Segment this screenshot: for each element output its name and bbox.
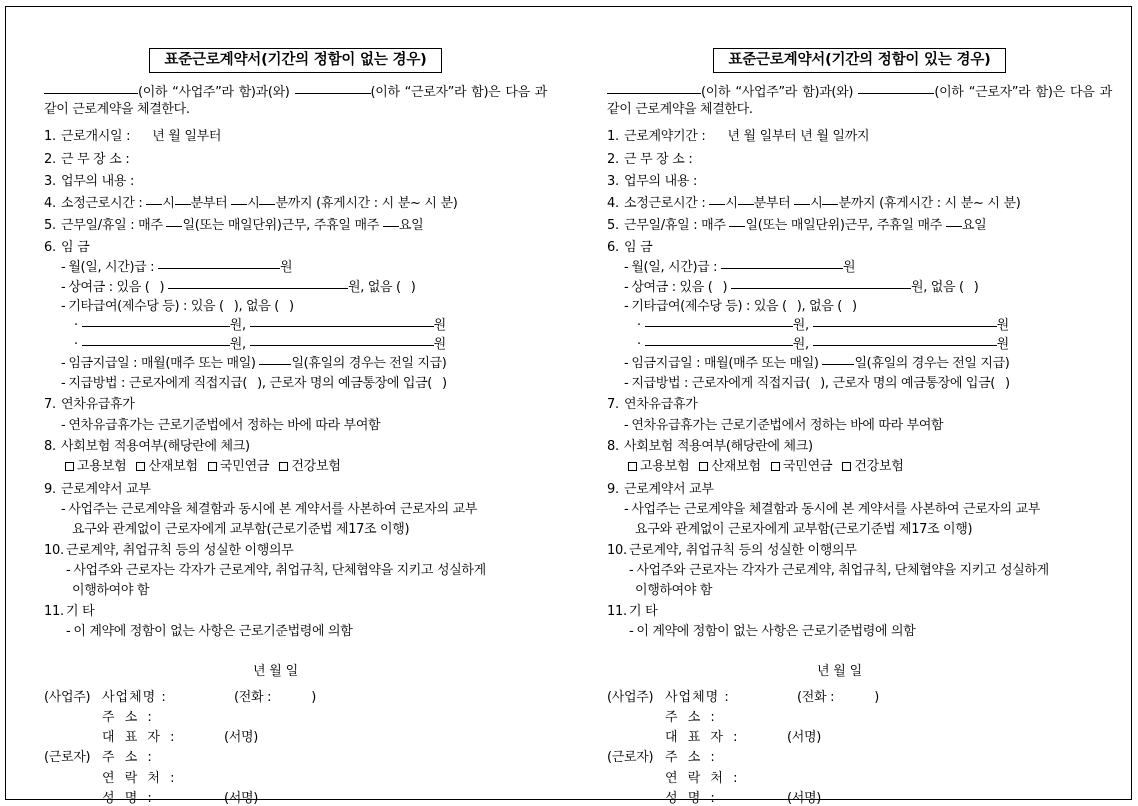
left-checkbox-label-0: 고용보험 (77, 459, 127, 475)
left-clause-3-number: 3. (44, 173, 56, 189)
right-c6-3-end: ) (851, 299, 857, 315)
right-intro-a: (이하 “사업주”라 함)과(와) (701, 85, 854, 101)
right-checkbox-item-0[interactable] (628, 459, 689, 474)
right-clause-10-sub-2: 이행하여야 함 (635, 582, 713, 598)
right-clause-7-number: 7. (607, 397, 619, 413)
left-clause-9 (44, 480, 547, 539)
left-clause-9-sub-2: 요구와 관계없이 근로자에게 교부함(근로기준법 제17조 이행) (72, 521, 410, 537)
left-clause-2-label: 근 무 장 소 : (61, 151, 130, 167)
right-c6-4-end: 일(휴일의 경우는 전일 지급) (854, 356, 1010, 372)
checkbox-icon[interactable] (65, 462, 74, 471)
right-c10-sub-1-text: 사업주와 근로자는 각자가 근로계약, 취업규칙, 단체협약을 지키고 성실하게 (636, 563, 1049, 579)
left-clause-11-sub (66, 622, 547, 642)
left-c6-2-unit: 원, 없음 ( (348, 279, 401, 295)
left-clause-9-label: 근로계약서 교부 (61, 482, 151, 498)
left-employer-phone-close: ) (311, 689, 316, 705)
right-clause-11-label: 기 타 (629, 604, 658, 620)
right-worker-party-label: (근로자) (607, 750, 654, 766)
dash-marker: - (629, 563, 634, 579)
left-end-hour-blank[interactable] (231, 204, 247, 205)
right-clause-7-sub (624, 416, 1112, 436)
left-clause-1-value: 년 월 일부터 (152, 129, 222, 145)
right-c6-5-label: 지급방법 : 근로자에게 직접지급( (631, 375, 811, 391)
right-clause-4-number: 4. (607, 195, 619, 211)
left-other-pay-amount-2[interactable] (250, 345, 434, 346)
left-wage-bonus (61, 278, 547, 298)
left-wage-other-row-2 (74, 336, 547, 355)
dash-marker: - (624, 375, 629, 391)
right-c6-3-label: 기타급여(제수당 등) : 있음 ( (631, 299, 787, 315)
left-title-wrap (44, 48, 547, 73)
left-clause-5-number: 5. (44, 218, 56, 233)
dash-marker: - (61, 502, 66, 518)
right-clause-11 (607, 602, 1112, 642)
right-worker-name-row (607, 789, 1112, 806)
checkbox-icon[interactable] (279, 462, 288, 471)
left-employer-blank[interactable] (44, 93, 138, 94)
right-intro-b: (이하 “근로자”라 함)은 다음 (934, 85, 1095, 101)
right-worker-address-row (607, 748, 1112, 768)
right-payday-blank[interactable] (822, 364, 854, 365)
dash-marker: - (61, 375, 66, 391)
right-clause-1 (607, 127, 1112, 147)
left-clause-7-label: 연차유급휴가 (61, 397, 135, 413)
right-wage-method (624, 374, 1112, 394)
right-intro-c: 과 같이 근로계약을 체결한다. (607, 85, 1112, 118)
left-clause-4-number: 4. (44, 195, 56, 211)
left-money-dot-2: · (74, 336, 78, 352)
left-worker-signature-mark: (서명) (224, 790, 259, 806)
right-date-text: 년 월 일 (817, 663, 862, 679)
left-c6-3-mid: ), 없음 ( (233, 299, 279, 315)
right-c7-sub-text: 연차유급휴가는 근로기준법에서 정하는 바에 따라 부여함 (631, 417, 944, 433)
right-money-dot-2: · (637, 336, 641, 352)
left-clause-11-label: 기 타 (66, 604, 95, 620)
right-c6-3-mid: ), 없음 ( (796, 299, 842, 315)
dash-marker: - (61, 279, 66, 295)
right-employer-blank[interactable] (607, 93, 701, 94)
right-clause-3 (607, 172, 1112, 192)
left-wage-other (61, 297, 547, 317)
left-c4-t1: 시 (162, 195, 175, 211)
right-c6-2-unit: 원, 없음 ( (911, 279, 964, 295)
right-end-minute-blank[interactable] (822, 204, 838, 205)
right-weekly-holiday-blank[interactable] (946, 226, 962, 227)
left-c5-mid: 일(또는 매일단위)근무, 주휴일 매주 (182, 218, 379, 233)
left-other-pay-name-2[interactable] (82, 345, 230, 346)
right-c4-t1: 시 (725, 195, 738, 211)
right-clause-6-label: 임 금 (624, 240, 653, 256)
left-intro-b: (이하 “근로자”라 함)은 다음 (370, 85, 530, 101)
left-worker-contact-row (44, 769, 547, 789)
checkbox-icon[interactable] (136, 462, 145, 471)
right-worker-contact-label: 연 락 처 : (665, 770, 741, 786)
left-intro-a: (이하 “사업주”라 함)과(와) (138, 85, 290, 101)
left-end-minute-blank[interactable] (259, 204, 275, 205)
right-c6-4-label: 임금지급일 : 매월(매주 또는 매일) (631, 356, 819, 372)
right-other-pay-amount-2[interactable] (813, 345, 997, 346)
right-clause-8 (607, 437, 1112, 478)
right-checkbox-label-2: 국민연금 (782, 459, 833, 475)
left-c11-sub-text: 이 계약에 정함이 없는 사항은 근로기준법령에 의함 (73, 624, 353, 640)
left-clause-1-label: 근로개시일 : (61, 129, 131, 145)
right-clause-8-label: 사회보험 적용여부(해당란에 체크) (624, 439, 813, 455)
left-clause-4-label: 소정근로시간 : (61, 195, 143, 211)
left-checkbox-item-0[interactable] (65, 459, 126, 474)
left-c10-sub-1-text: 사업주와 근로자는 각자가 근로계약, 취업규칙, 단체협약을 지키고 성실하게 (73, 563, 486, 579)
right-clause-5 (607, 216, 1112, 236)
right-employer-company-row (607, 688, 1112, 708)
left-wage-method (61, 374, 547, 394)
left-clause-10-sub-1 (66, 561, 547, 581)
right-title-wrap (607, 48, 1112, 73)
left-checkbox-label-1: 산재보험 (148, 459, 198, 475)
right-clause-10-sub-1 (629, 561, 1112, 581)
left-clause-9-number: 9. (44, 482, 56, 498)
right-wage-other (624, 297, 1112, 317)
left-clause-6 (44, 238, 547, 393)
right-intro-paragraph (607, 84, 1112, 118)
right-c4-t2: 분부터 (753, 195, 791, 211)
left-c6-5-mid: ), 근로자 명의 예금통장에 입금( (257, 375, 433, 391)
left-intro-c: 과 같이 근로계약을 체결한다. (44, 85, 547, 118)
right-money-unit-b-2: 원 (996, 336, 1009, 352)
right-checkbox-item-1[interactable] (699, 459, 760, 474)
right-clause-2-label: 근 무 장 소 : (624, 151, 693, 167)
checkbox-icon[interactable] (842, 462, 851, 471)
right-clause-1-value: 년 월 일부터 년 월 일까지 (727, 129, 870, 145)
left-c6-5-end: ) (442, 375, 447, 391)
left-employer-address-label: 주 소 : (102, 710, 155, 726)
left-intro-paragraph (44, 84, 547, 118)
left-signature-date-line (44, 660, 547, 679)
right-employer-signature-mark: (서명) (787, 730, 822, 746)
right-clause-9 (607, 480, 1112, 539)
right-checkbox-label-3: 건강보험 (854, 459, 904, 475)
left-clause-11 (44, 602, 547, 642)
right-clause-5-label: 근무일/휴일 : 매주 (624, 218, 726, 233)
right-clause-4 (607, 194, 1112, 214)
left-employer-company-row (44, 688, 547, 708)
left-clause-2 (44, 150, 547, 170)
right-clause-9-number: 9. (607, 482, 619, 498)
right-other-pay-name-2[interactable] (645, 345, 793, 346)
right-clause-11-sub (629, 622, 1112, 642)
left-checkbox-label-2: 국민연금 (219, 459, 270, 475)
right-clause-9-sub-1 (624, 500, 1112, 520)
right-checkbox-label-0: 고용보험 (640, 459, 690, 475)
right-other-pay-amount-1[interactable] (813, 326, 997, 327)
right-start-minute-blank[interactable] (738, 204, 754, 205)
right-clause-4-label: 소정근로시간 : (624, 195, 706, 211)
right-money-unit-b-1: 원 (996, 317, 1009, 333)
right-clause-6 (607, 238, 1112, 393)
dash-marker: - (61, 299, 66, 315)
left-c6-4-end: 일(휴일의 경우는 전일 지급) (291, 356, 447, 372)
right-clause-10-label: 근로계약, 취업규칙 등의 성실한 이행의무 (629, 543, 857, 559)
right-start-hour-blank[interactable] (709, 204, 725, 205)
right-clause-6-number: 6. (607, 240, 619, 256)
dash-marker: - (624, 299, 629, 315)
left-clause-5 (44, 216, 547, 236)
right-wage-other-row-1 (637, 317, 1112, 336)
checkbox-icon[interactable] (628, 462, 637, 471)
left-workdays-blank[interactable] (166, 226, 182, 227)
left-c9-sub-1-text: 사업주는 근로계약을 체결함과 동시에 본 계약서를 사본하여 근로자의 교부 (68, 502, 478, 518)
right-employer-rep-row (607, 728, 1112, 748)
left-worker-address-label: 주 소 : (102, 750, 155, 766)
right-clause-7-label: 연차유급휴가 (624, 397, 698, 413)
left-worker-name-label: 성 명 : (102, 790, 155, 806)
left-employer-company-label: 사업체명 : (102, 689, 167, 705)
checkbox-icon[interactable] (699, 462, 708, 471)
right-c4-t3: 시 (810, 195, 823, 211)
checkbox-icon[interactable] (208, 462, 217, 471)
dash-marker: - (624, 356, 629, 372)
left-worker-party-label: (근로자) (44, 750, 91, 766)
right-employer-party-label: (사업주) (607, 689, 654, 705)
right-workdays-blank[interactable] (729, 226, 745, 227)
right-employer-rep-label: 대 표 자 : (665, 730, 741, 746)
left-employer-rep-label: 대 표 자 : (102, 730, 178, 746)
right-signature-block (607, 688, 1112, 806)
right-clause-11-number: 11. (607, 604, 627, 620)
left-c6-2-label: 상여금 : 있음 ( (68, 279, 150, 295)
dash-marker: - (624, 502, 629, 518)
left-c6-5-label: 지급방법 : 근로자에게 직접지급( (68, 375, 248, 391)
dash-marker: - (66, 624, 71, 640)
left-date-text: 년 월 일 (253, 663, 298, 679)
contract-right-fixed-term (569, 0, 1138, 806)
left-clause-11-number: 11. (44, 604, 64, 620)
left-c4-t3: 시 (247, 195, 260, 211)
left-clause-6-number: 6. (44, 240, 56, 256)
left-c7-sub-text: 연차유급휴가는 근로기준법에서 정하는 바에 따라 부여함 (68, 417, 381, 433)
left-clause-8-number: 8. (44, 439, 56, 455)
left-clause-10 (44, 541, 547, 600)
right-c6-5-end: ) (1005, 375, 1010, 391)
right-end-hour-blank[interactable] (794, 204, 810, 205)
dash-marker: - (624, 417, 629, 433)
left-checkbox-item-2[interactable] (208, 459, 269, 474)
dash-marker: - (66, 563, 71, 579)
right-checkbox-item-3[interactable] (842, 459, 903, 474)
right-clause-10 (607, 541, 1112, 600)
left-employer-rep-row (44, 728, 547, 748)
left-clause-8 (44, 437, 547, 478)
left-bonus-amount-blank[interactable] (168, 288, 348, 289)
left-checkbox-item-1[interactable] (136, 459, 197, 474)
left-employer-address-row (44, 708, 547, 728)
left-c4-t2: 분부터 (190, 195, 228, 211)
dash-marker: - (61, 356, 66, 372)
dash-marker: - (624, 279, 629, 295)
left-clause-7-sub (61, 416, 547, 436)
left-clause-5-label: 근무일/휴일 : 매주 (61, 218, 163, 233)
right-checkbox-item-2[interactable] (771, 459, 832, 474)
right-employer-phone-label: (전화 : (797, 689, 835, 705)
right-clause-3-number: 3. (607, 173, 619, 189)
right-wage-amount-blank[interactable] (721, 268, 843, 269)
left-worker-address-row (44, 748, 547, 768)
left-clause-10-number: 10. (44, 543, 64, 559)
right-c6-2-end: ) (973, 279, 979, 295)
right-clause-8-number: 8. (607, 439, 619, 455)
right-c11-sub-text: 이 계약에 정함이 없는 사항은 근로기준법령에 의함 (636, 624, 916, 640)
left-document-title: 표준근로계약서(기간의 정함이 없는 경우) (149, 48, 441, 73)
left-weekly-holiday-blank[interactable] (383, 226, 399, 227)
right-insurance-checkbox-row (628, 457, 1112, 478)
left-clause-3 (44, 172, 547, 192)
left-clause-7 (44, 395, 547, 435)
right-wage-payday (624, 354, 1112, 374)
left-c6-2-end: ) (410, 279, 416, 295)
left-wage-other-row-1 (74, 317, 547, 336)
right-c4-t4: 분까지 (휴게시간 : 시 분~ 시 분) (838, 195, 1021, 211)
left-payday-blank[interactable] (259, 364, 291, 365)
left-clause-3-label: 업무의 내용 : (61, 173, 135, 189)
dash-marker: - (624, 260, 629, 276)
left-clause-2-number: 2. (44, 151, 56, 167)
left-money-dot-1: · (74, 317, 78, 333)
right-wage-monthly (624, 258, 1112, 278)
left-worker-blank[interactable] (295, 93, 371, 94)
right-clause-1-label: 근로계약기간 : (624, 129, 706, 145)
right-clause-list (607, 127, 1112, 642)
left-c6-3-end: ) (288, 299, 294, 315)
right-employer-address-label: 주 소 : (665, 710, 718, 726)
left-clause-list (44, 127, 547, 642)
right-wage-bonus (624, 278, 1112, 298)
dash-marker: - (629, 624, 634, 640)
left-c6-1-label: 월(일, 시간)급 : (68, 260, 155, 276)
right-c5-end: 요일 (961, 218, 987, 233)
left-employer-party-label: (사업주) (44, 689, 91, 705)
left-wage-payday (61, 354, 547, 374)
right-bonus-amount-blank[interactable] (731, 288, 911, 289)
right-employer-address-row (607, 708, 1112, 728)
left-wage-amount-blank[interactable] (158, 268, 280, 269)
left-start-minute-blank[interactable] (175, 204, 191, 205)
right-clause-3-label: 업무의 내용 : (624, 173, 698, 189)
right-worker-address-label: 주 소 : (665, 750, 718, 766)
right-clause-2-number: 2. (607, 151, 619, 167)
left-money-unit-a-2: 원, (229, 336, 246, 352)
left-clause-4 (44, 194, 547, 214)
right-clause-7 (607, 395, 1112, 435)
left-c6-1-unit: 원 (280, 260, 293, 276)
right-c6-2-mid: ) (722, 279, 728, 295)
right-document-title: 표준근로계약서(기간의 정함이 있는 경우) (713, 48, 1005, 73)
dash-marker: - (61, 417, 66, 433)
left-money-unit-b-2: 원 (433, 336, 446, 352)
left-c6-2-mid: ) (159, 279, 165, 295)
left-employer-signature-mark: (서명) (224, 730, 259, 746)
right-clause-2 (607, 150, 1112, 170)
left-clause-6-label: 임 금 (61, 240, 90, 256)
left-money-unit-a-1: 원, (229, 317, 246, 333)
left-clause-7-number: 7. (44, 397, 56, 413)
right-clause-9-sub-2: 요구와 관계없이 근로자에게 교부함(근로기준법 제17조 이행) (635, 521, 973, 537)
right-clause-1-number: 1. (607, 129, 619, 145)
right-c5-mid: 일(또는 매일단위)근무, 주휴일 매주 (745, 218, 942, 233)
checkbox-icon[interactable] (771, 462, 780, 471)
right-money-dot-1: · (637, 317, 641, 333)
left-clause-9-sub-1 (61, 500, 547, 520)
left-worker-contact-label: 연 락 처 : (102, 770, 178, 786)
left-other-pay-amount-1[interactable] (250, 326, 434, 327)
right-signature-date-line (607, 660, 1112, 679)
right-c6-1-unit: 원 (843, 260, 856, 276)
right-employer-phone-close: ) (874, 689, 879, 705)
right-wage-other-row-2 (637, 336, 1112, 355)
right-employer-company-label: 사업체명 : (665, 689, 730, 705)
right-worker-name-label: 성 명 : (665, 790, 718, 806)
right-clause-10-number: 10. (607, 543, 627, 559)
right-c6-5-mid: ), 근로자 명의 예금통장에 입금( (820, 375, 996, 391)
left-c5-end: 요일 (398, 218, 424, 233)
left-money-unit-b-1: 원 (433, 317, 446, 333)
right-worker-contact-row (607, 769, 1112, 789)
left-other-pay-name-1[interactable] (82, 326, 230, 327)
right-c9-sub-1-text: 사업주는 근로계약을 체결함과 동시에 본 계약서를 사본하여 근로자의 교부 (631, 502, 1041, 518)
left-insurance-checkbox-row (65, 457, 547, 478)
left-start-hour-blank[interactable] (146, 204, 162, 205)
right-money-unit-a-2: 원, (792, 336, 809, 352)
left-wage-monthly (61, 258, 547, 278)
right-money-unit-a-1: 원, (792, 317, 809, 333)
right-checkbox-label-1: 산재보험 (711, 459, 761, 475)
left-clause-1 (44, 127, 547, 147)
left-clause-10-label: 근로계약, 취업규칙 등의 성실한 이행의무 (66, 543, 294, 559)
left-clause-1-number: 1. (44, 129, 56, 145)
left-clause-8-label: 사회보험 적용여부(해당란에 체크) (61, 439, 250, 455)
left-worker-name-row (44, 789, 547, 806)
right-other-pay-name-1[interactable] (645, 326, 793, 327)
left-c6-3-label: 기타급여(제수당 등) : 있음 ( (68, 299, 224, 315)
right-worker-signature-mark: (서명) (787, 790, 822, 806)
right-clause-5-number: 5. (607, 218, 619, 233)
left-checkbox-label-3: 건강보험 (291, 459, 341, 475)
left-c4-t4: 분까지 (휴게시간 : 시 분~ 시 분) (275, 195, 458, 211)
left-employer-phone-label: (전화 : (234, 689, 272, 705)
right-c6-1-label: 월(일, 시간)급 : (631, 260, 718, 276)
right-worker-blank[interactable] (858, 93, 934, 94)
left-signature-block (44, 688, 547, 806)
left-checkbox-item-3[interactable] (279, 459, 340, 474)
right-c6-2-label: 상여금 : 있음 ( (631, 279, 713, 295)
left-c6-4-label: 임금지급일 : 매월(매주 또는 매일) (68, 356, 256, 372)
right-clause-9-label: 근로계약서 교부 (624, 482, 714, 498)
left-clause-10-sub-2: 이행하여야 함 (72, 582, 150, 598)
dash-marker: - (61, 260, 66, 276)
